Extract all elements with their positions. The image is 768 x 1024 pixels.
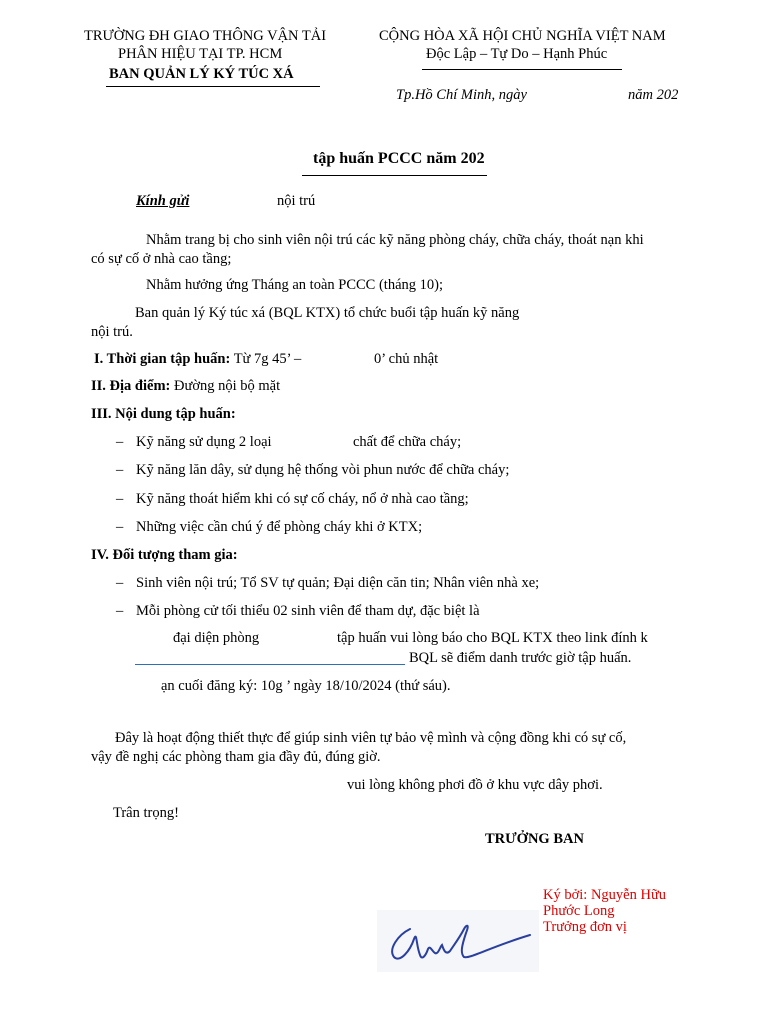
list-bullet: – [116,462,124,478]
room-representative: đại diện phòng [173,630,260,646]
national-title: CỘNG HÒA XÃ HỘI CHỦ NGHĨA VIỆT NAM [379,28,666,44]
header-left-underline [106,86,320,87]
list-item: Kỹ năng lăn dây, sử dụng hệ thống vòi phun nước để chữa cháy; [136,462,510,478]
intro-paragraph-2: Nhằm hưởng ứng Tháng an toàn PCCC (tháng 10); [146,277,443,293]
registration-deadline: ạn cuối đăng ký: 10g ’ ngày 18/10/2024 (thứ sáu). [161,678,451,694]
digital-signature-signer-cont: Phước Long [543,903,615,919]
list-item: Kỹ năng sử dụng 2 loại [136,434,272,450]
greeting-label: Kính gửi [136,193,190,209]
section-time-heading: I. Thời gian tập huấn: [94,351,231,367]
list-bullet: – [116,491,124,507]
registration-link[interactable] [135,664,405,665]
section-location-heading: II. Địa điểm: [91,378,171,394]
list-item: Những việc cần chú ý để phòng cháy khi ở KTX; [136,519,423,535]
list-item: Kỹ năng thoát hiểm khi có sự cố cháy, nổ ở nhà cao tầng; [136,491,469,507]
section-location [91,377,280,395]
intro-paragraph-3: Ban quản lý Ký túc xá (BQL KTX) tổ chức buổi tập huấn kỹ năng [135,305,520,321]
closing-paragraph-cont: vậy đề nghị các phòng tham gia đầy đủ, đúng giờ. [91,749,381,765]
national-motto: Độc Lập – Tự Do – Hạnh Phúc [426,46,608,62]
handwritten-signature [380,915,540,970]
intro-paragraph-1: Nhằm trang bị cho sinh viên nội trú các kỹ năng phòng cháy, chữa cháy, thoát nạn khi [146,232,644,248]
section-location-text: Đường nội bộ mặt [173,378,281,394]
date-place: Tp.Hồ Chí Minh, ngày [396,87,527,103]
section-content-heading: III. Nội dung tập huấn: [91,406,236,422]
drying-note: vui lòng không phơi đồ ở khu vực dây phơi. [347,777,603,793]
regards: Trân trọng! [113,805,179,821]
signer-title: TRƯỞNG BAN [485,831,584,847]
list-bullet: – [116,519,124,535]
section-time-end: 0’ chủ nhật [374,351,439,367]
title-underline [302,175,487,176]
registration-instruction: tập huấn vui lòng báo cho BQL KTX theo link đính k [337,630,648,646]
list-bullet: – [116,575,124,591]
header-right-underline [422,69,622,70]
attendance-note: BQL sẽ điểm danh trước giờ tập huấn. [409,650,632,666]
digital-signature-role: Trưởng đơn vị [543,919,627,935]
section-time [94,350,301,368]
list-item: Sinh viên nội trú; Tổ SV tự quản; Đại diện căn tin; Nhân viên nhà xe; [136,575,540,591]
intro-paragraph-1-cont: có sự cố ở nhà cao tầng; [91,251,232,267]
greeting-recipient: nội trú [277,193,316,209]
list-bullet: – [116,434,124,450]
department-name: BAN QUẢN LÝ KÝ TÚC XÁ [109,66,294,82]
school-name: TRƯỜNG ĐH GIAO THÔNG VẬN TẢI [84,28,327,44]
list-item-cont: chất để chữa cháy; [353,434,462,450]
branch-name: PHÂN HIỆU TẠI TP. HCM [118,46,283,62]
intro-paragraph-3-cont: nội trú. [91,324,133,340]
section-participants-heading: IV. Đối tượng tham gia: [91,547,238,563]
closing-paragraph: Đây là hoạt động thiết thực để giúp sinh viên tự bảo vệ mình và cộng đồng khi có sự cố, [115,730,627,746]
section-time-start: Từ 7g 45’ – [233,351,302,367]
date-year: năm 202 [628,87,679,103]
document-title: tập huấn PCCC năm 202 [313,150,485,167]
list-item: Mỗi phòng cử tối thiểu 02 sinh viên để tham dự, đặc biệt là [136,603,480,619]
digital-signature-signer: Ký bởi: Nguyễn Hữu [543,887,667,903]
list-bullet: – [116,603,124,619]
